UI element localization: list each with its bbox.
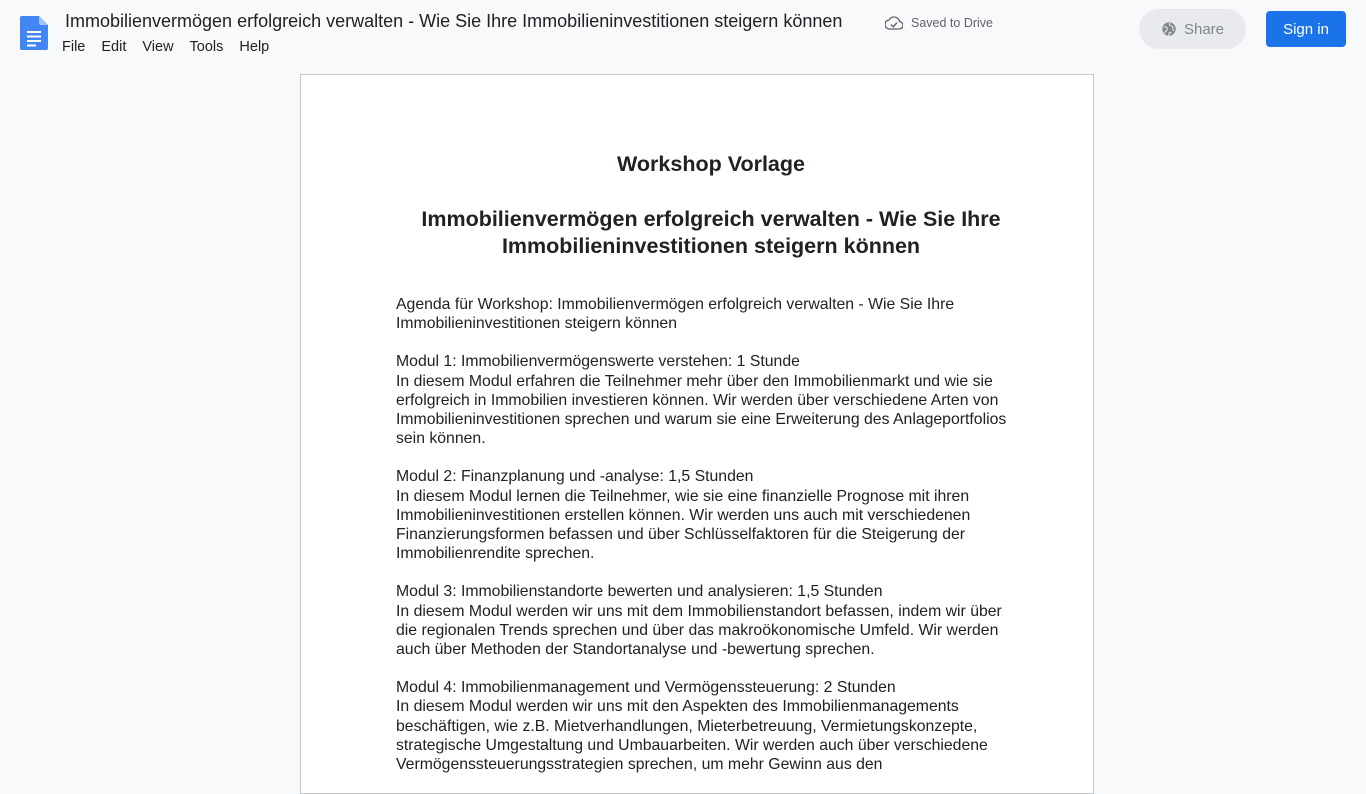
module-block	[396, 582, 1016, 659]
module-title: Modul 4: Immobilienmanagement und Vermögenssteuerung: 2 Stunden	[396, 679, 896, 697]
menu-edit[interactable]: Edit	[101, 39, 127, 55]
cloud-done-icon	[885, 16, 903, 30]
menu-bar	[54, 36, 277, 58]
module-title: Modul 3: Immobilienstandorte bewerten und analysieren: 1,5 Stunden	[396, 583, 883, 601]
agenda-paragraph: Agenda für Workshop: Immobilienvermögen erfolgreich verwalten - Wie Sie Ihre Immobilieninvestitionen steigern können	[396, 296, 955, 333]
save-status-label: Saved to Drive	[911, 16, 993, 30]
sign-in-button[interactable]: Sign in	[1266, 11, 1346, 47]
globe-icon	[1161, 21, 1177, 37]
document-heading: Workshop Vorlage	[617, 152, 805, 176]
document-title[interactable]: Immobilienvermögen erfolgreich verwalten - Wie Sie Ihre Immobilieninvestitionen steigern können	[65, 11, 843, 31]
share-label: Share	[1183, 20, 1225, 38]
module-description: In diesem Modul lernen die Teilnehmer, wie sie eine finanzielle Prognose mit ihren Immobilieninvestitionen erstellen können. Wir werden uns auch mit verschiedenen Finanzierungsformen befassen und über Schlüsselfaktoren für die Steigerung der Immobilienrendite sprechen.	[396, 487, 971, 563]
document-subheading: Immobilienvermögen erfolgreich verwalten - Wie Sie Ihre Immobilieninvestitionen steigern können	[421, 207, 1001, 258]
module-title: Modul 1: Immobilienvermögenswerte verstehen: 1 Stunde	[396, 353, 800, 371]
save-status[interactable]	[885, 14, 993, 32]
module-block	[396, 467, 1016, 563]
docs-header	[0, 0, 1366, 64]
menu-view[interactable]: View	[142, 39, 174, 55]
module-description: In diesem Modul werden wir uns mit dem Immobilienstandort befassen, indem wir über die regionalen Trends sprechen und über das makroökonomische Umfeld. Wir werden auch über Methoden der Standortanalyse und -bewertung sprechen.	[396, 602, 1002, 659]
module-description: In diesem Modul erfahren die Teilnehmer mehr über den Immobilienmarkt und wie sie erfolgreich in Immobilien investieren können. Wir werden über verschiedene Arten von Immobilieninvestitionen sprechen und warum sie eine Erweiterung des Anlageportfolios sein können.	[396, 372, 1007, 448]
module-block	[396, 352, 1016, 448]
share-button[interactable]	[1139, 9, 1246, 49]
document-page[interactable]	[300, 74, 1094, 794]
menu-help[interactable]: Help	[239, 39, 270, 55]
menu-tools[interactable]: Tools	[189, 39, 224, 55]
document-body	[396, 151, 1016, 793]
module-title: Modul 2: Finanzplanung und -analyse: 1,5 Stunden	[396, 468, 754, 486]
module-block	[396, 678, 1016, 774]
google-docs-logo-icon[interactable]	[20, 16, 48, 50]
module-description: In diesem Modul werden wir uns mit den Aspekten des Immobilienmanagements beschäftigen, wie z.B. Mietverhandlungen, Mieterbetreuung, Vermietungskonzepte, strategische Umgestaltung und Umbauarbeiten. Wir werden auch über verschiedene Vermögenssteuerungsstrategien sprechen, um mehr Gewinn aus den	[396, 698, 988, 774]
menu-file[interactable]: File	[62, 39, 86, 55]
